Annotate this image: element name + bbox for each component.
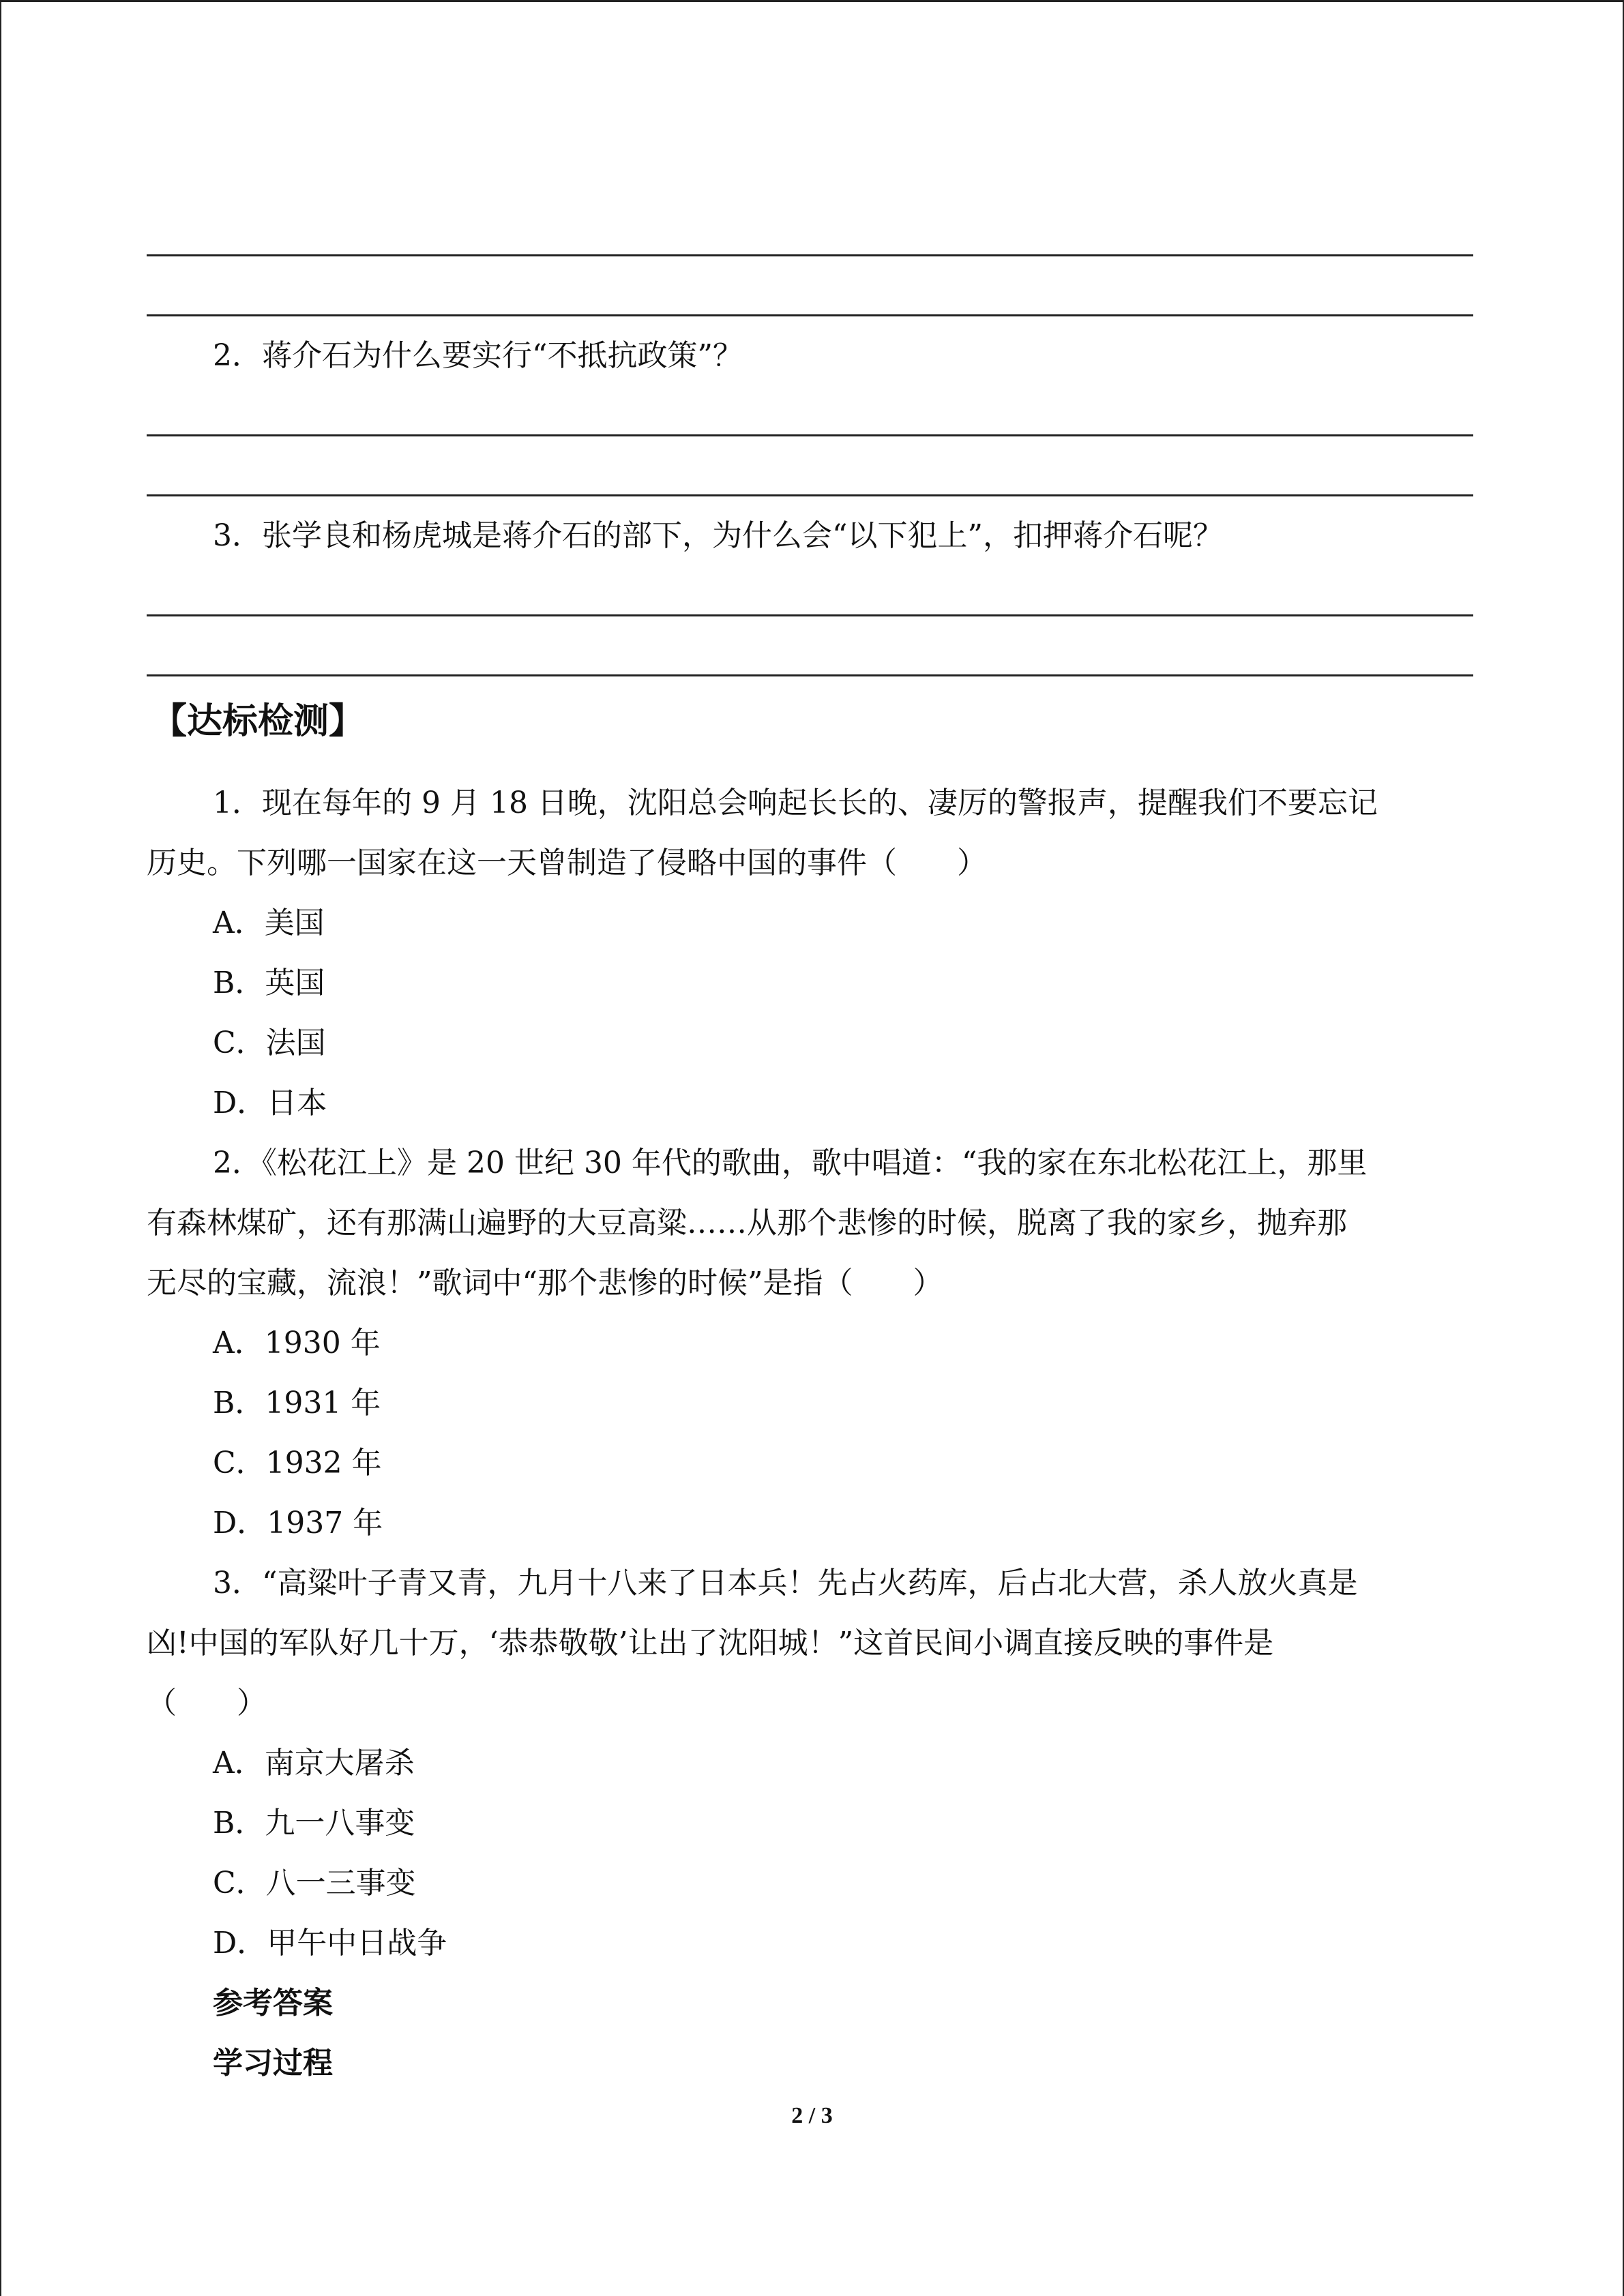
check-q2-line1: 2．《松花江上》是 20 世纪 30 年代的歌曲，歌中唱道：“我的家在东北松花江上，那里 — [213, 1146, 1368, 1180]
check-q2-option-b: B．1931 年 — [213, 1386, 381, 1420]
answers-heading: 参考答案 — [213, 1986, 333, 2021]
answer-line — [147, 674, 1473, 676]
check-q1-option-a: A．美国 — [213, 906, 325, 940]
check-q2-option-d: D．1937 年 — [213, 1506, 383, 1540]
section-title: 【达标检测】 — [151, 701, 365, 742]
check-q2-line3: 无尽的宝藏，流浪！”歌词中“那个悲惨的时候”是指（ ） — [147, 1266, 943, 1300]
question-2-text: 2．蒋介石为什么要实行“不抵抗政策”？ — [213, 338, 743, 373]
check-q2-option-a: A．1930 年 — [213, 1326, 381, 1360]
check-q3-option-d: D．甲午中日战争 — [213, 1926, 447, 1960]
check-q1-line1: 1．现在每年的 9 月 18 日晚，沈阳总会响起长长的、凄厉的警报声，提醒我们不要忘记 — [213, 786, 1378, 820]
answer-line — [147, 254, 1473, 256]
process-heading: 学习过程 — [213, 2046, 333, 2081]
check-q1-option-b: B．英国 — [213, 966, 325, 1000]
check-q3-option-c: C．八一三事变 — [213, 1866, 416, 1900]
answer-line — [147, 314, 1473, 316]
answer-line — [147, 614, 1473, 616]
check-q1-option-d: D．日本 — [213, 1086, 327, 1120]
answer-line — [147, 494, 1473, 496]
check-q2-option-c: C．1932 年 — [213, 1446, 382, 1480]
page-number: 2 / 3 — [791, 2103, 833, 2128]
check-q1-option-c: C．法国 — [213, 1026, 326, 1060]
answer-line — [147, 434, 1473, 436]
check-q3-line3: （ ） — [147, 1686, 267, 1720]
check-q3-line2: 凶!中国的军队好几十万，‘恭恭敬敬’让出了沈阳城！”这首民间小调直接反映的事件是 — [147, 1626, 1274, 1660]
question-3-text: 3．张学良和杨虎城是蒋介石的部下，为什么会“以下犯上”，扣押蒋介石呢？ — [213, 518, 1223, 553]
check-q1-line2: 历史。下列哪一国家在这一天曾制造了侵略中国的事件（ ） — [147, 846, 987, 880]
check-q2-line2: 有森林煤矿，还有那满山遍野的大豆高粱……从那个悲惨的时候，脱离了我的家乡，抛弃那 — [147, 1206, 1347, 1240]
check-q3-line1: 3．“高粱叶子青又青，九月十八来了日本兵！先占火药库，后占北大营，杀人放火真是 — [213, 1566, 1358, 1600]
check-q3-option-a: A．南京大屠杀 — [213, 1746, 415, 1780]
check-q3-option-b: B．九一八事变 — [213, 1806, 415, 1840]
